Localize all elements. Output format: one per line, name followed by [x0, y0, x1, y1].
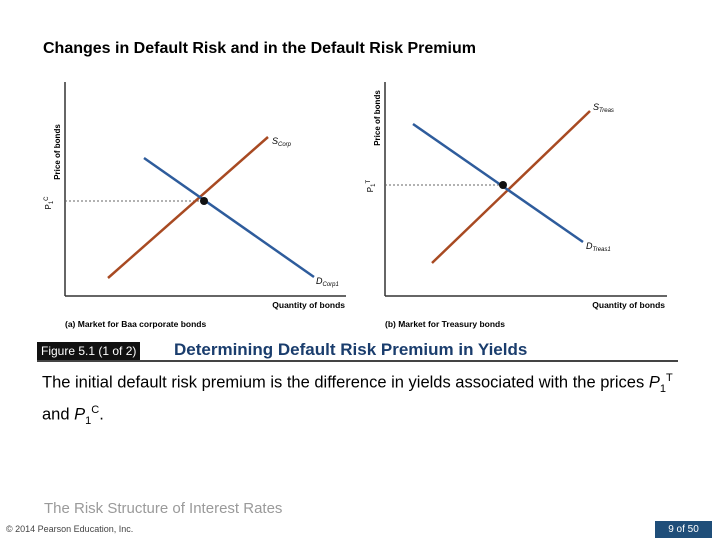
- corporate-equilibrium-point: [200, 197, 208, 205]
- body-sentence-start: The initial default risk premium is the difference in yields associated with the prices: [42, 373, 649, 392]
- price-treasury-symbol: P: [648, 373, 660, 392]
- body-conjunction: and: [42, 405, 75, 424]
- corporate-y-axis-label: Price of bonds: [53, 124, 62, 180]
- treasury-supply-curve: [432, 111, 590, 263]
- price-corporate-sup: C: [91, 403, 100, 416]
- slide-title: Changes in Default Risk and in the Default Risk Premium: [43, 40, 476, 57]
- corporate-price-label: $P_1^C$: [44, 196, 55, 210]
- price-corporate-symbol: P: [74, 405, 86, 424]
- panel-corporate: [44, 82, 346, 329]
- corporate-supply-curve: [108, 137, 268, 278]
- treasury-demand-label: $D_{Treas1}$: [586, 241, 611, 253]
- corporate-demand-label: $D_{Corp1}$: [316, 276, 339, 288]
- corporate-caption: (a) Market for Baa corporate bonds: [65, 319, 207, 329]
- body-sentence-end: .: [99, 405, 104, 424]
- figure-label: Figure 5.1 (1 of 2): [37, 342, 140, 360]
- treasury-y-axis-label: Price of bonds: [373, 90, 382, 146]
- treasury-x-axis-label: Quantity of bonds: [592, 300, 665, 310]
- price-treasury-sup: T: [665, 372, 673, 384]
- body-text: [42, 368, 692, 432]
- heading-divider: [37, 360, 678, 362]
- treasury-supply-label: $S_{Treas}$: [593, 102, 614, 114]
- price-corporate-sub: 1: [85, 414, 92, 427]
- figure-heading: Determining Default Risk Premium in Yields: [174, 340, 528, 359]
- footer-topic: The Risk Structure of Interest Rates: [44, 500, 283, 517]
- corporate-supply-label: $S_{Corp}$: [272, 136, 292, 148]
- panel-treasury: [366, 82, 667, 329]
- treasury-equilibrium-point: [499, 181, 507, 189]
- corporate-x-axis-label: Quantity of bonds: [272, 300, 345, 310]
- treasury-price-label: $P_1^T$: [366, 179, 377, 193]
- copyright: © 2014 Pearson Education, Inc.: [6, 524, 134, 534]
- page-number: 9 of 50: [655, 521, 712, 538]
- price-treasury-sub: 1: [659, 382, 666, 395]
- corporate-demand-curve: [144, 158, 314, 277]
- treasury-caption: (b) Market for Treasury bonds: [385, 319, 505, 329]
